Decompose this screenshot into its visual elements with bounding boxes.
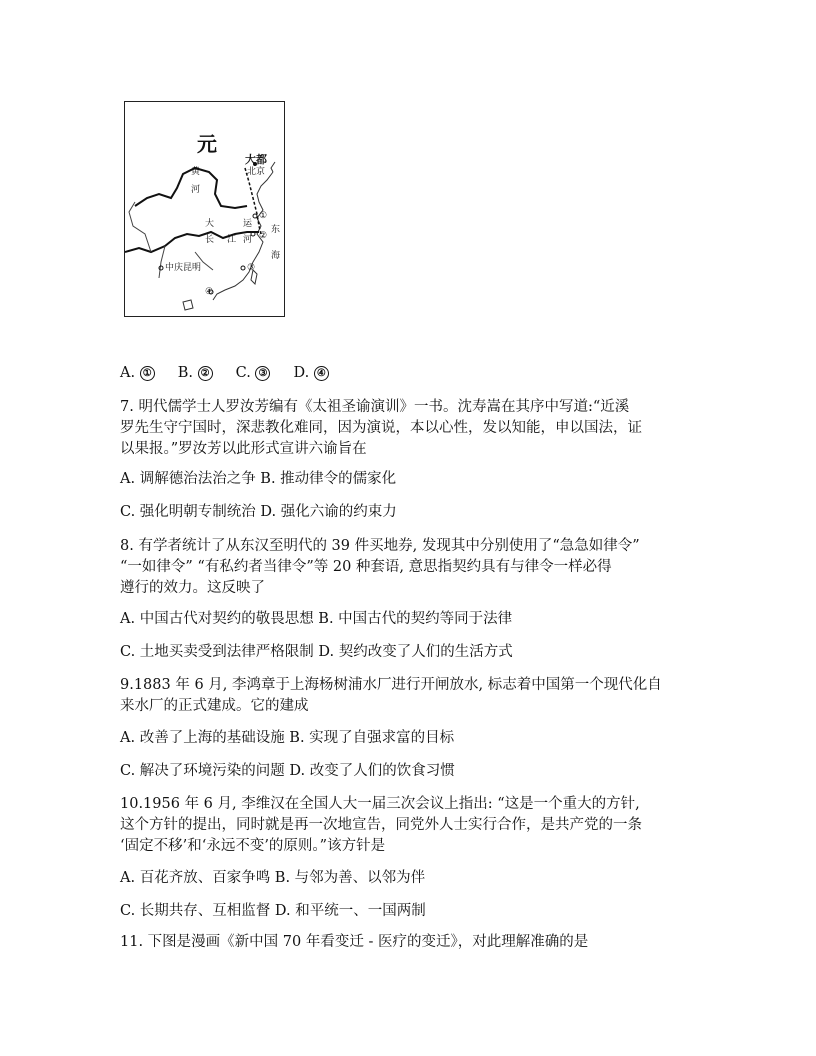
- map-label-he: 河: [191, 185, 201, 195]
- option-prefix: C.: [235, 365, 251, 381]
- q7-options-row-2[interactable]: C. 强化明朝专制统治 D. 强化六谕的约束力: [120, 504, 397, 520]
- map-marker-2: ②: [259, 231, 268, 241]
- option-prefix: B.: [177, 365, 194, 381]
- q6-option-b[interactable]: [178, 363, 213, 383]
- map-marker-4: ④: [205, 287, 214, 297]
- q10-options-row-1[interactable]: A. 百花齐放、百家争鸣 B. 与邻为善、以邻为伴: [120, 870, 426, 886]
- q9-stem-line: 9.1883 年 6 月, 李鸿章于上海杨树浦水厂进行开闸放水, 标志着中国第一个现代化自: [120, 677, 662, 693]
- q6-option-c[interactable]: [236, 363, 271, 383]
- q10-stem-line: 这个方针的提出，同时就是再一次地宣告，同党外人士实行合作，是共产党的一条: [120, 817, 642, 833]
- option-mark: ④: [314, 366, 329, 381]
- q8-stem-line: 遵行的效力。这反映了: [120, 580, 265, 596]
- map-label-jiang: 江: [227, 235, 237, 245]
- yuan-map-figure: [124, 101, 285, 317]
- q7-stem-line: 以果报。”罗汝芳以此形式宣讲六谕旨在: [120, 441, 367, 457]
- q9-stem-line: 来水厂的正式建成。它的建成: [120, 698, 309, 714]
- map-label-beijing: 北京: [247, 167, 266, 177]
- option-prefix: A.: [120, 365, 136, 381]
- q9-options-row-1[interactable]: A. 改善了上海的基础设施 B. 实现了自强求富的目标: [120, 730, 455, 746]
- q8-options-row-2[interactable]: C. 土地买卖受到法律严格限制 D. 契约改变了人们的生活方式: [120, 644, 513, 660]
- option-prefix: D.: [293, 365, 310, 381]
- map-label-huang: 黄: [191, 167, 201, 177]
- q6-options: [120, 363, 329, 383]
- map-label-dong: 东: [271, 225, 281, 235]
- q7-options-row-1[interactable]: A. 调解德治法治之争 B. 推动律令的儒家化: [120, 471, 397, 487]
- q10-stem-line: 10.1956 年 6 月, 李维汉在全国人大一届三次会议上指出: “这是一个重大的方针,: [120, 796, 640, 812]
- option-mark: ③: [255, 366, 270, 381]
- q8-stem-line: “一如律令” “有私约者当律令”等 20 种套语, 意思指契约具有与律令一样必得: [120, 559, 612, 575]
- map-label-chang: 长: [205, 235, 215, 245]
- q7-stem-line: 罗先生守宁国时，深悲教化难同，因为演说，本以心性，发以知能，申以国法，证: [120, 420, 642, 436]
- q6-option-a[interactable]: [120, 363, 155, 383]
- map-label-hai: 海: [271, 251, 281, 261]
- hainan-island: [183, 300, 193, 310]
- option-mark: ②: [198, 366, 213, 381]
- map-label-da: 大: [205, 219, 215, 229]
- q6-option-d[interactable]: [294, 363, 329, 383]
- q10-stem-line: ‘固定不移’和‘永远不变’的原则。”该方针是: [120, 838, 386, 854]
- map-label-he2: 河: [243, 235, 253, 245]
- map-label-dadu: 大都: [245, 153, 267, 166]
- q7-stem-line: 7. 明代儒学士人罗汝芳编有《太祖圣谕演训》一书。沈寿嵩在其序中写道:“近溪: [120, 399, 630, 415]
- map-marker-3: ③: [247, 263, 256, 273]
- option-mark: ①: [140, 366, 155, 381]
- q11-stem-line: 11. 下图是漫画《新中国 70 年看变迁 - 医疗的变迁》，对此理解准确的是: [120, 934, 589, 950]
- q8-stem-line: 8. 有学者统计了从东汉至明代的 39 件买地券, 发现其中分别使用了“急急如律令”: [120, 538, 640, 554]
- map-label-zhongqing: 中庆昆明: [165, 263, 202, 273]
- map-marker-1: ①: [259, 211, 268, 221]
- map-title: 元: [197, 132, 217, 156]
- q9-options-row-2[interactable]: C. 解决了环境污染的问题 D. 改变了人们的饮食习惯: [120, 763, 455, 779]
- map-label-yun: 运: [243, 219, 253, 229]
- q10-options-row-2[interactable]: C. 长期共存、互相监督 D. 和平统一、一国两制: [120, 903, 426, 919]
- q8-options-row-1[interactable]: A. 中国古代对契约的敬畏思想 B. 中国古代的契约等同于法律: [120, 611, 513, 627]
